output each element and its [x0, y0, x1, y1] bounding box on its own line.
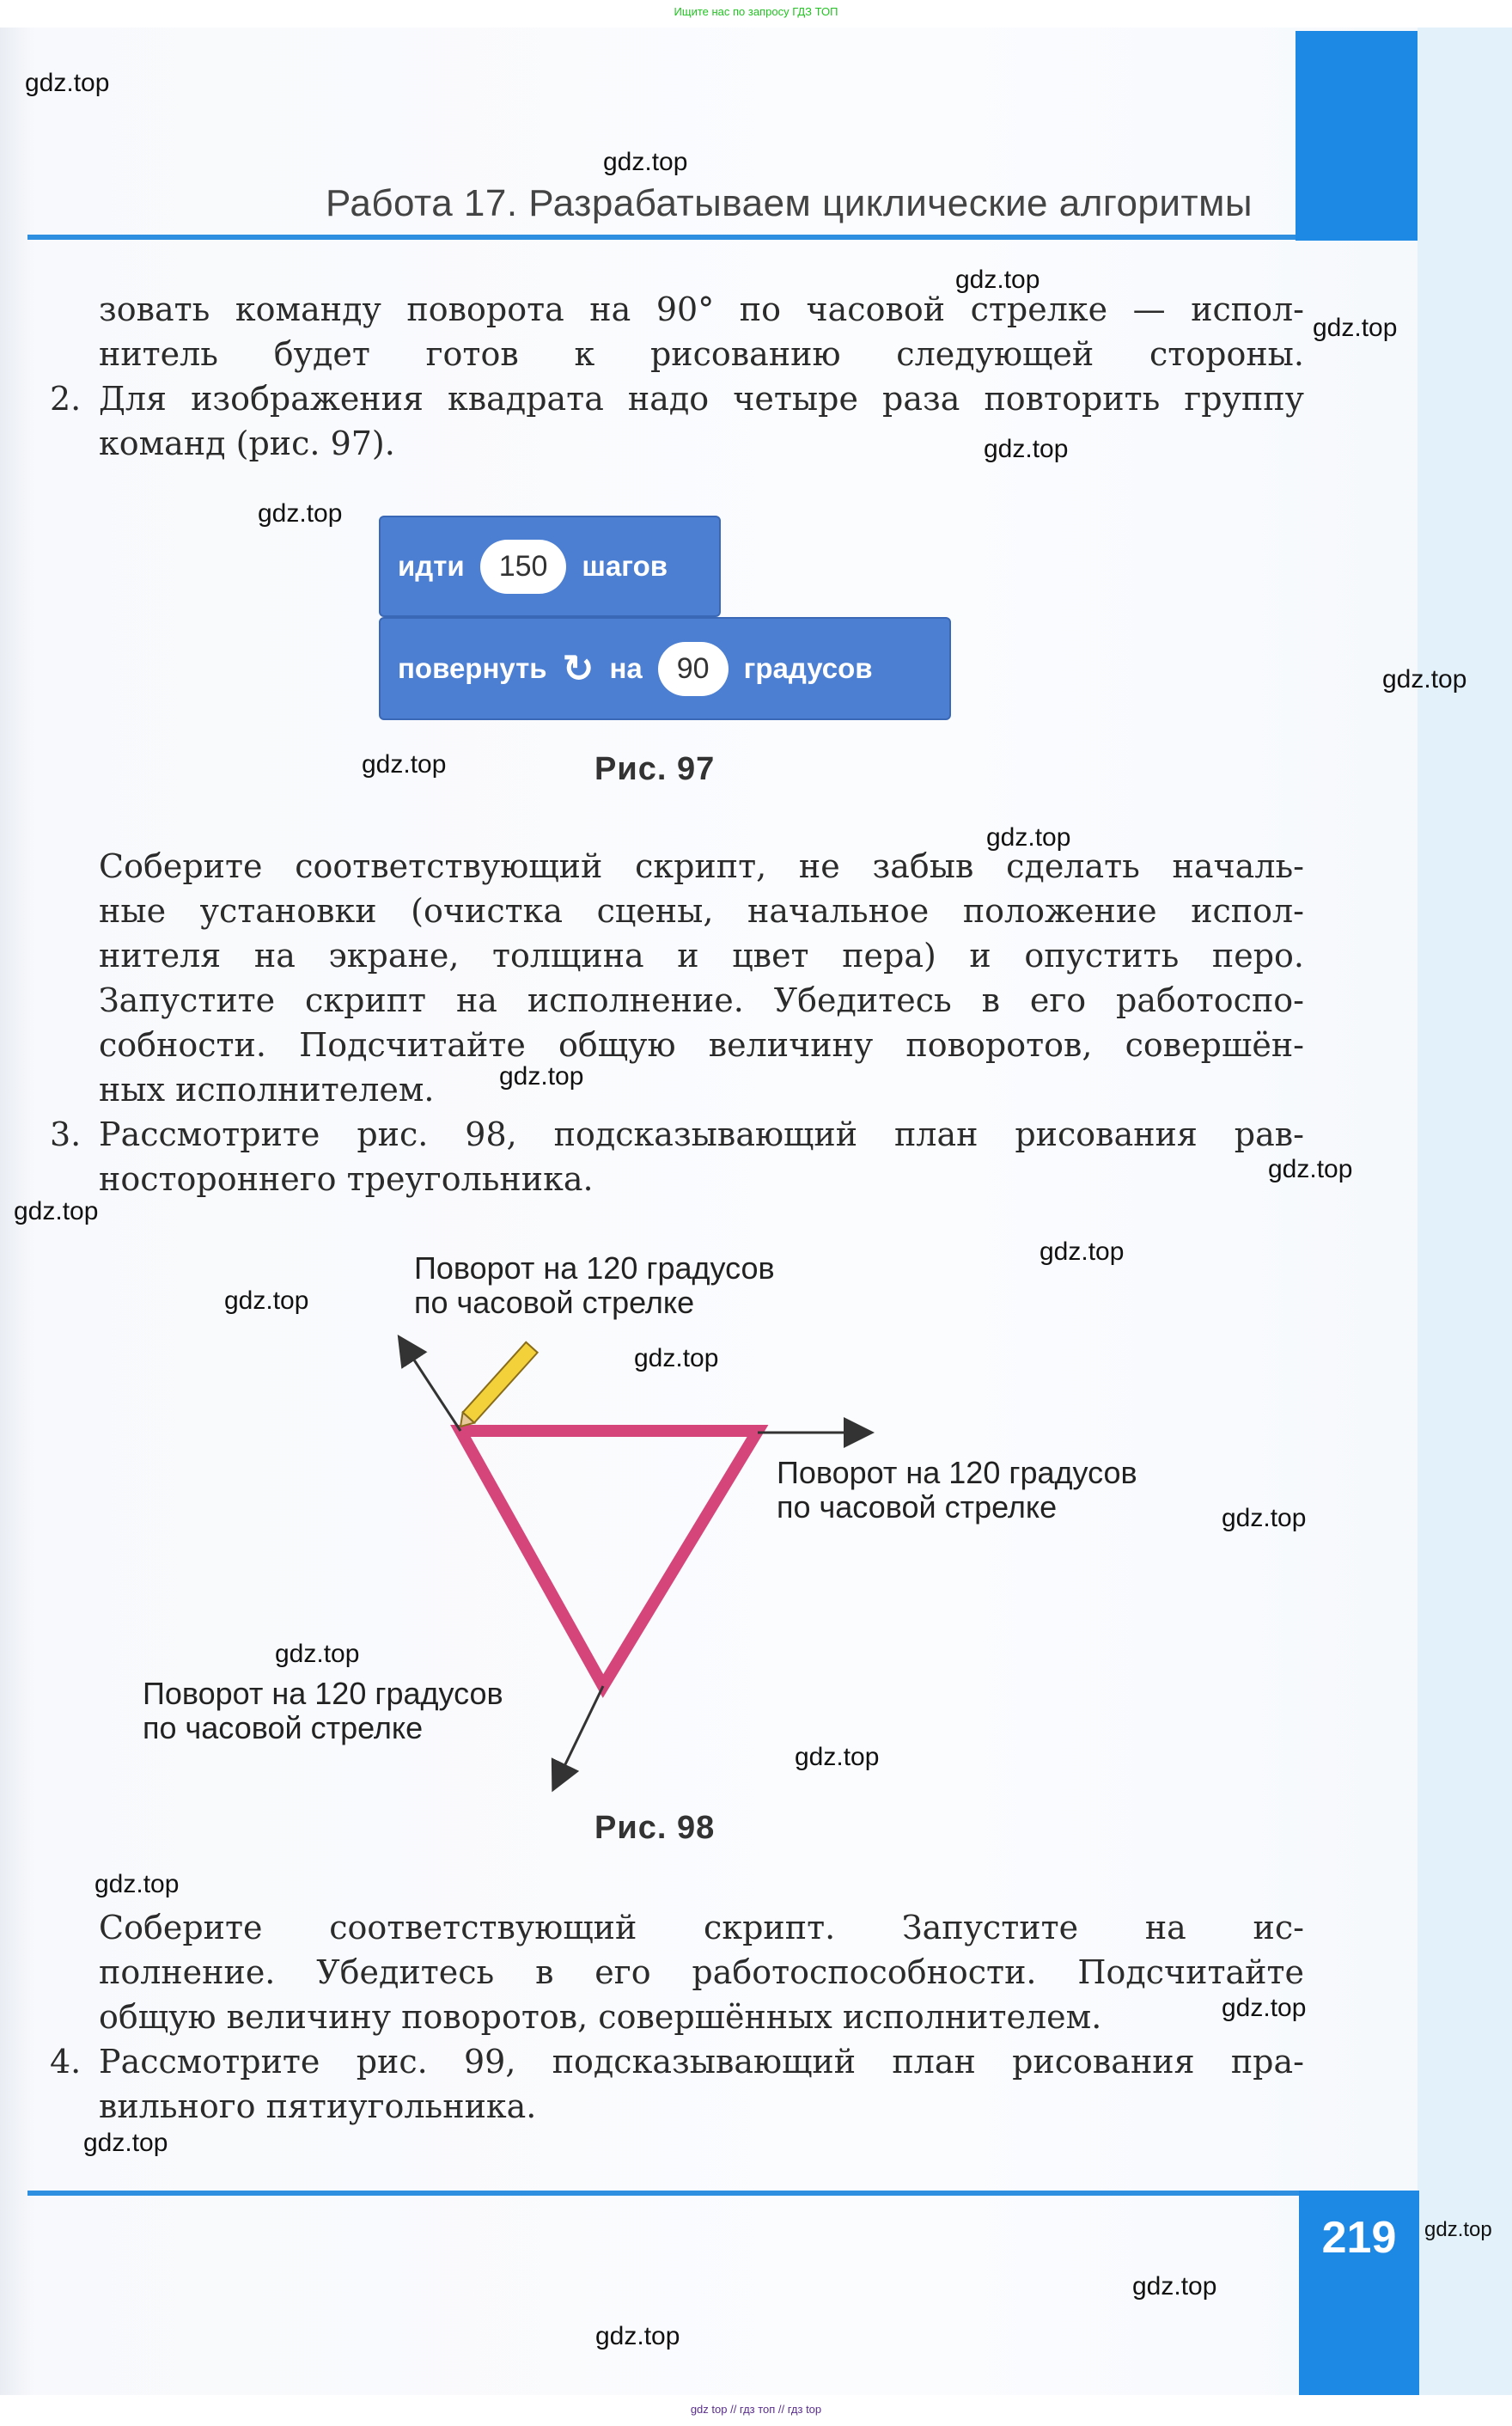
watermark: gdz.top	[1132, 2272, 1217, 2301]
watermark: gdz.top	[25, 69, 110, 97]
watermark: gdz.top	[1222, 1994, 1307, 2022]
text-line: Рассмотрите рис. 98, подсказывающий план рисования рав-	[99, 1115, 1304, 1153]
degrees-input[interactable]: 90	[658, 642, 729, 696]
text-line: общую величину поворотов, совершённых исполнителем.	[99, 1998, 1102, 2036]
watermark: gdz.top	[224, 1286, 309, 1315]
text-line: ностороннего треугольника.	[99, 1160, 594, 1198]
triangle-path	[460, 1431, 758, 1686]
turn-label-left: Поворот на 120 градусов по часовой стрелке	[143, 1676, 503, 1745]
text-line: ные установки (очистка сцены, начальное положение испол-	[99, 892, 1304, 930]
watermark: gdz.top	[1313, 314, 1398, 342]
watermark: gdz.top	[275, 1640, 360, 1668]
top-note: Ищите нас по запросу ГДЗ ТОП	[674, 5, 838, 18]
rotate-clockwise-icon: ↻	[562, 647, 594, 690]
text-line: Запустите скрипт на исполнение. Убедитесь в его работоспо-	[99, 981, 1304, 1019]
item-number: 3.	[50, 1115, 82, 1153]
text-line: Соберите соответствующий скрипт, не забыв сделать началь-	[99, 847, 1304, 885]
watermark: gdz.top	[1222, 1504, 1307, 1532]
page-number: 219	[1321, 2213, 1397, 2263]
text-line: Рассмотрите рис. 99, подсказывающий план рисования пра-	[99, 2043, 1304, 2081]
footer-divider	[27, 2191, 1299, 2196]
watermark: gdz.top	[94, 1870, 180, 1898]
bottom-note: gdz top // гдз топ // гдз top	[690, 2403, 822, 2416]
page-title: Работа 17. Разрабатываем циклические алгоритмы	[325, 182, 1253, 224]
watermark: gdz.top	[986, 823, 1071, 852]
block-label: на	[609, 652, 643, 684]
watermark: gdz.top	[83, 2129, 168, 2157]
text-line: Соберите соответствующий скрипт. Запустите на ис-	[99, 1909, 1304, 1946]
steps-input[interactable]: 150	[480, 540, 567, 594]
watermark: gdz.top	[1268, 1155, 1353, 1183]
watermark: gdz.top	[595, 2322, 680, 2350]
watermark: gdz.top	[955, 266, 1040, 294]
watermark: gdz.top	[795, 1743, 880, 1771]
watermark: gdz.top	[1040, 1237, 1125, 1266]
item-number: 2.	[50, 380, 82, 418]
watermark: gdz.top	[499, 1062, 584, 1091]
watermark: gdz.top	[1424, 2218, 1492, 2241]
turn-arrow-top	[400, 1339, 460, 1431]
text-line: вильного пятиугольника.	[99, 2087, 537, 2125]
turn-label-right: Поворот на 120 градусов по часовой стрелке	[777, 1455, 1137, 1525]
watermark: gdz.top	[634, 1344, 719, 1372]
item-number: 4.	[50, 2043, 82, 2081]
watermark: gdz.top	[258, 499, 343, 528]
block-label: шагов	[582, 550, 668, 582]
watermark: gdz.top	[362, 750, 447, 779]
figure-caption: Рис. 97	[594, 751, 716, 787]
text-line: команд (рис. 97).	[99, 425, 395, 462]
figure-caption: Рис. 98	[594, 1810, 716, 1846]
watermark: gdz.top	[603, 148, 688, 176]
text-line: ных исполнителем.	[99, 1071, 435, 1109]
watermark: gdz.top	[1382, 665, 1467, 694]
text-line: нителя на экране, толщина и цвет пера) и опустить перо.	[99, 937, 1304, 975]
text-line: собности. Подсчитайте общую величину поворотов, совершён-	[99, 1026, 1304, 1064]
turn-label-top: Поворот на 120 градусов по часовой стрелке	[414, 1250, 775, 1320]
watermark: gdz.top	[984, 435, 1069, 463]
turn-arrow-bottom	[554, 1686, 603, 1787]
block-label: идти	[398, 550, 465, 582]
block-label: повернуть	[398, 652, 547, 684]
text-line: нитель будет готов к рисованию следующей стороны.	[99, 335, 1304, 373]
pencil-icon	[454, 1342, 537, 1432]
text-line: зовать команду поворота на 90° по часовой стрелке — испол-	[99, 290, 1304, 328]
text-line: полнение. Убедитесь в его работоспособности. Подсчитайте	[99, 1953, 1304, 1991]
text-line: Для изображения квадрата надо четыре раза повторить группу	[99, 380, 1304, 418]
block-label: градусов	[743, 652, 873, 684]
watermark: gdz.top	[14, 1197, 99, 1225]
